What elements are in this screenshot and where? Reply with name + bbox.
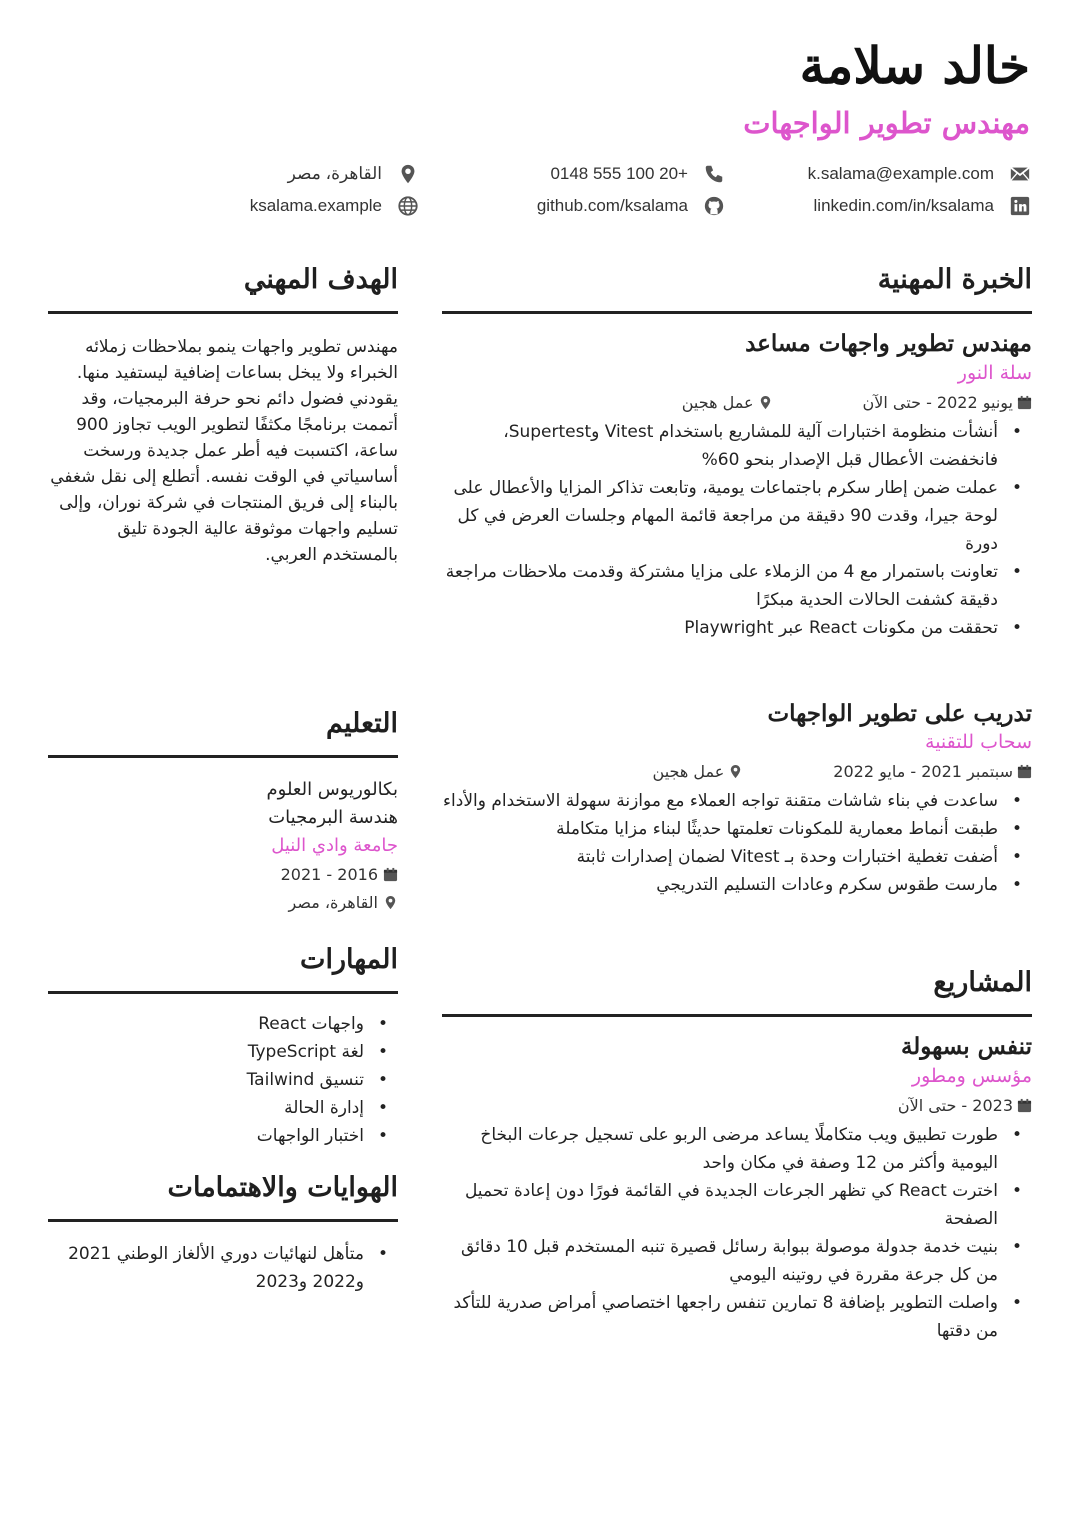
map-pin-icon: [383, 895, 398, 910]
job-location-text: عمل هجين: [681, 393, 754, 413]
map-pin-icon: [396, 162, 420, 186]
list-item: • مارست طقوس سكرم وعادات التسليم التدريجي: [442, 871, 1032, 899]
experience-entry: [442, 700, 1032, 899]
school-name: جامعة وادي النيل: [271, 835, 398, 857]
contact-email-text: k.salama@example.com: [807, 164, 994, 183]
github-icon: [702, 194, 726, 218]
contact-github-text: github.com/ksalama: [536, 196, 688, 215]
job-dates: [863, 393, 1032, 412]
job-title: مهندس تطوير واجهات مساعد: [745, 330, 1032, 358]
job-title: تدريب على تطوير الواجهات: [767, 699, 1032, 727]
company-name: سلة النور: [957, 361, 1032, 384]
objective-heading: الهدف المهني: [48, 262, 398, 314]
skill-item: • واجهات React: [48, 1010, 398, 1038]
experience-entry: [442, 330, 1032, 641]
candidate-title: مهندس تطوير الواجهات: [743, 106, 1030, 140]
projects-heading: المشاريع: [442, 965, 1032, 1017]
project-dates-text: 2023 - حتى الآن: [897, 1096, 1013, 1115]
contact-phone-text: 0148 555 100 20+: [550, 164, 688, 183]
job-dates-text: يونيو 2022 - حتى الآن: [862, 393, 1013, 413]
list-item: • أنشأت منظومة اختبارات آلية للمشاريع باستخدام Vitest وSupertest، فانخفضت الأعطال قبل الإصدار بنحو 60%: [442, 418, 1032, 474]
education-dates: [48, 860, 398, 888]
project-role: مؤسس ومطور: [911, 1064, 1032, 1087]
job-meta: [442, 392, 1032, 414]
job-dates-text: سبتمبر 2021 - مايو 2022: [833, 762, 1013, 782]
main-column: [442, 262, 1032, 1345]
contact-location: [114, 162, 420, 186]
major: هندسة البرمجيات: [268, 807, 398, 829]
experience-heading: الخبرة المهنية: [442, 262, 1032, 314]
skills-list: [48, 1010, 398, 1150]
map-pin-icon: [758, 395, 773, 410]
skill-item: • اختبار الواجهات: [48, 1122, 398, 1150]
calendar-icon: [1017, 764, 1032, 779]
project-meta: [442, 1095, 1032, 1117]
candidate-name: خالد سلامة: [799, 36, 1030, 95]
company-name: سحاب للتقنية: [925, 731, 1032, 754]
contact-phone[interactable]: [420, 162, 726, 186]
list-item: • تعاونت باستمرار مع 4 من الزملاء على مزايا مشتركة وقدمت ملاحظات مراجعة دقيقة كشفت الحالات الحدية مبكرًا: [442, 558, 1032, 614]
calendar-icon: [383, 867, 398, 882]
skill-item: • لغة TypeScript: [48, 1038, 398, 1066]
list-item: • طورت تطبيق ويب متكاملًا يساعد مرضى الربو على تسجيل جرعات البخاخ اليومية وأكثر من 12 وصفة في مكان واحد: [442, 1121, 1032, 1177]
job-meta: [442, 761, 1032, 783]
contact-website[interactable]: [114, 194, 420, 218]
project-dates: [898, 1096, 1032, 1115]
contact-email[interactable]: [726, 162, 1032, 186]
contact-github[interactable]: [420, 194, 726, 218]
contact-linkedin-text: linkedin.com/in/ksalama: [813, 196, 994, 215]
envelope-icon: [1008, 162, 1032, 186]
calendar-icon: [1017, 1098, 1032, 1113]
list-item: • أضفت تغطية اختبارات وحدة بـ Vitest لضمان إصدارات ثابتة: [442, 843, 1032, 871]
list-item: • تحققت من مكونات React عبر Playwright: [442, 614, 1032, 642]
skills-heading: المهارات: [48, 942, 398, 994]
project-title: تنفس بسهولة: [900, 1033, 1032, 1061]
phone-icon: [702, 162, 726, 186]
education-location: [48, 888, 398, 916]
list-item: • طبقت أنماط معمارية للمكونات تعلمتها حديثًا لبناء مزايا متكاملة: [442, 815, 1032, 843]
job-location-text: عمل هجين: [652, 762, 725, 782]
contact-info: [48, 162, 1032, 218]
list-item: • ساعدت في بناء شاشات متقنة تواجه العملاء مع موازنة سهولة الاستخدام والأداء: [442, 787, 1032, 815]
job-bullets: [442, 418, 1032, 642]
skill-item: • تنسيق Tailwind: [48, 1066, 398, 1094]
education-location-text: القاهرة، مصر: [288, 892, 378, 912]
hobby-item: • متأهل لنهائيات دوري الألغاز الوطني 2021 و2022 و2023: [48, 1240, 398, 1296]
list-item: • عملت ضمن إطار سكرم باجتماعات يومية، وتابعت تذاكر المزايا والأعطال على لوحة جيرا، وقدت 90 دقيقة من مراجعة قائمة المهام وجلسات العرض في كل دورة: [442, 474, 1032, 558]
project-entry: [442, 1033, 1032, 1344]
education-dates-text: 2016 - 2021: [280, 864, 378, 884]
list-item: • واصلت التطوير بإضافة 8 تمارين تنفس راجعها اختصاصي أمراض صدرية للتأكد من دقتها: [442, 1289, 1032, 1345]
map-pin-icon: [728, 764, 743, 779]
job-location: [653, 762, 744, 781]
skill-item: • إدارة الحالة: [48, 1094, 398, 1122]
project-bullets: [442, 1121, 1032, 1345]
education-entry: [48, 776, 398, 916]
calendar-icon: [1017, 395, 1032, 410]
job-location: [682, 393, 773, 412]
contact-website-text: ksalama.example: [249, 196, 382, 215]
objective-text: مهندس تطوير واجهات ينمو بملاحظات زملائه الخبراء ولا يبخل بساعات إضافية ليستفيد منها. يقودني فضول دائم نحو حرفة البرمجيات، وقد أتممت برنامجًا مكثفًا لتطوير الويب تجاوز 900 ساعة، اكتسبت فيه أطر عمل جديدة ورسخت أساسياتي في الوقت نفسه. أتطلع إلى نقل شغفي بالبناء إلى فريق المنتجات في شركة نوران، وإلى تسليم واجهات موثوقة عالية الجودة تليق بالمستخدم العربي.: [50, 337, 398, 566]
job-bullets: [442, 787, 1032, 899]
contact-location-text: القاهرة، مصر: [287, 164, 382, 183]
list-item: • اخترت React كي تظهر الجرعات الجديدة في القائمة فورًا دون إعادة تحميل الصفحة: [442, 1177, 1032, 1233]
contact-linkedin[interactable]: [726, 194, 1032, 218]
side-column: [48, 262, 398, 1296]
degree: بكالوريوس العلوم: [266, 779, 398, 801]
hobbies-heading: الهوايات والاهتمامات: [48, 1170, 398, 1222]
job-dates: [833, 762, 1032, 781]
globe-icon: [396, 194, 420, 218]
list-item: • بنيت خدمة جدولة موصولة ببوابة رسائل قصيرة تنبه المستخدم قبل 10 دقائق من كل جرعة مقررة في روتينه اليومي: [442, 1233, 1032, 1289]
hobbies-list: [48, 1240, 398, 1296]
linkedin-icon: [1008, 194, 1032, 218]
education-heading: التعليم: [48, 706, 398, 758]
